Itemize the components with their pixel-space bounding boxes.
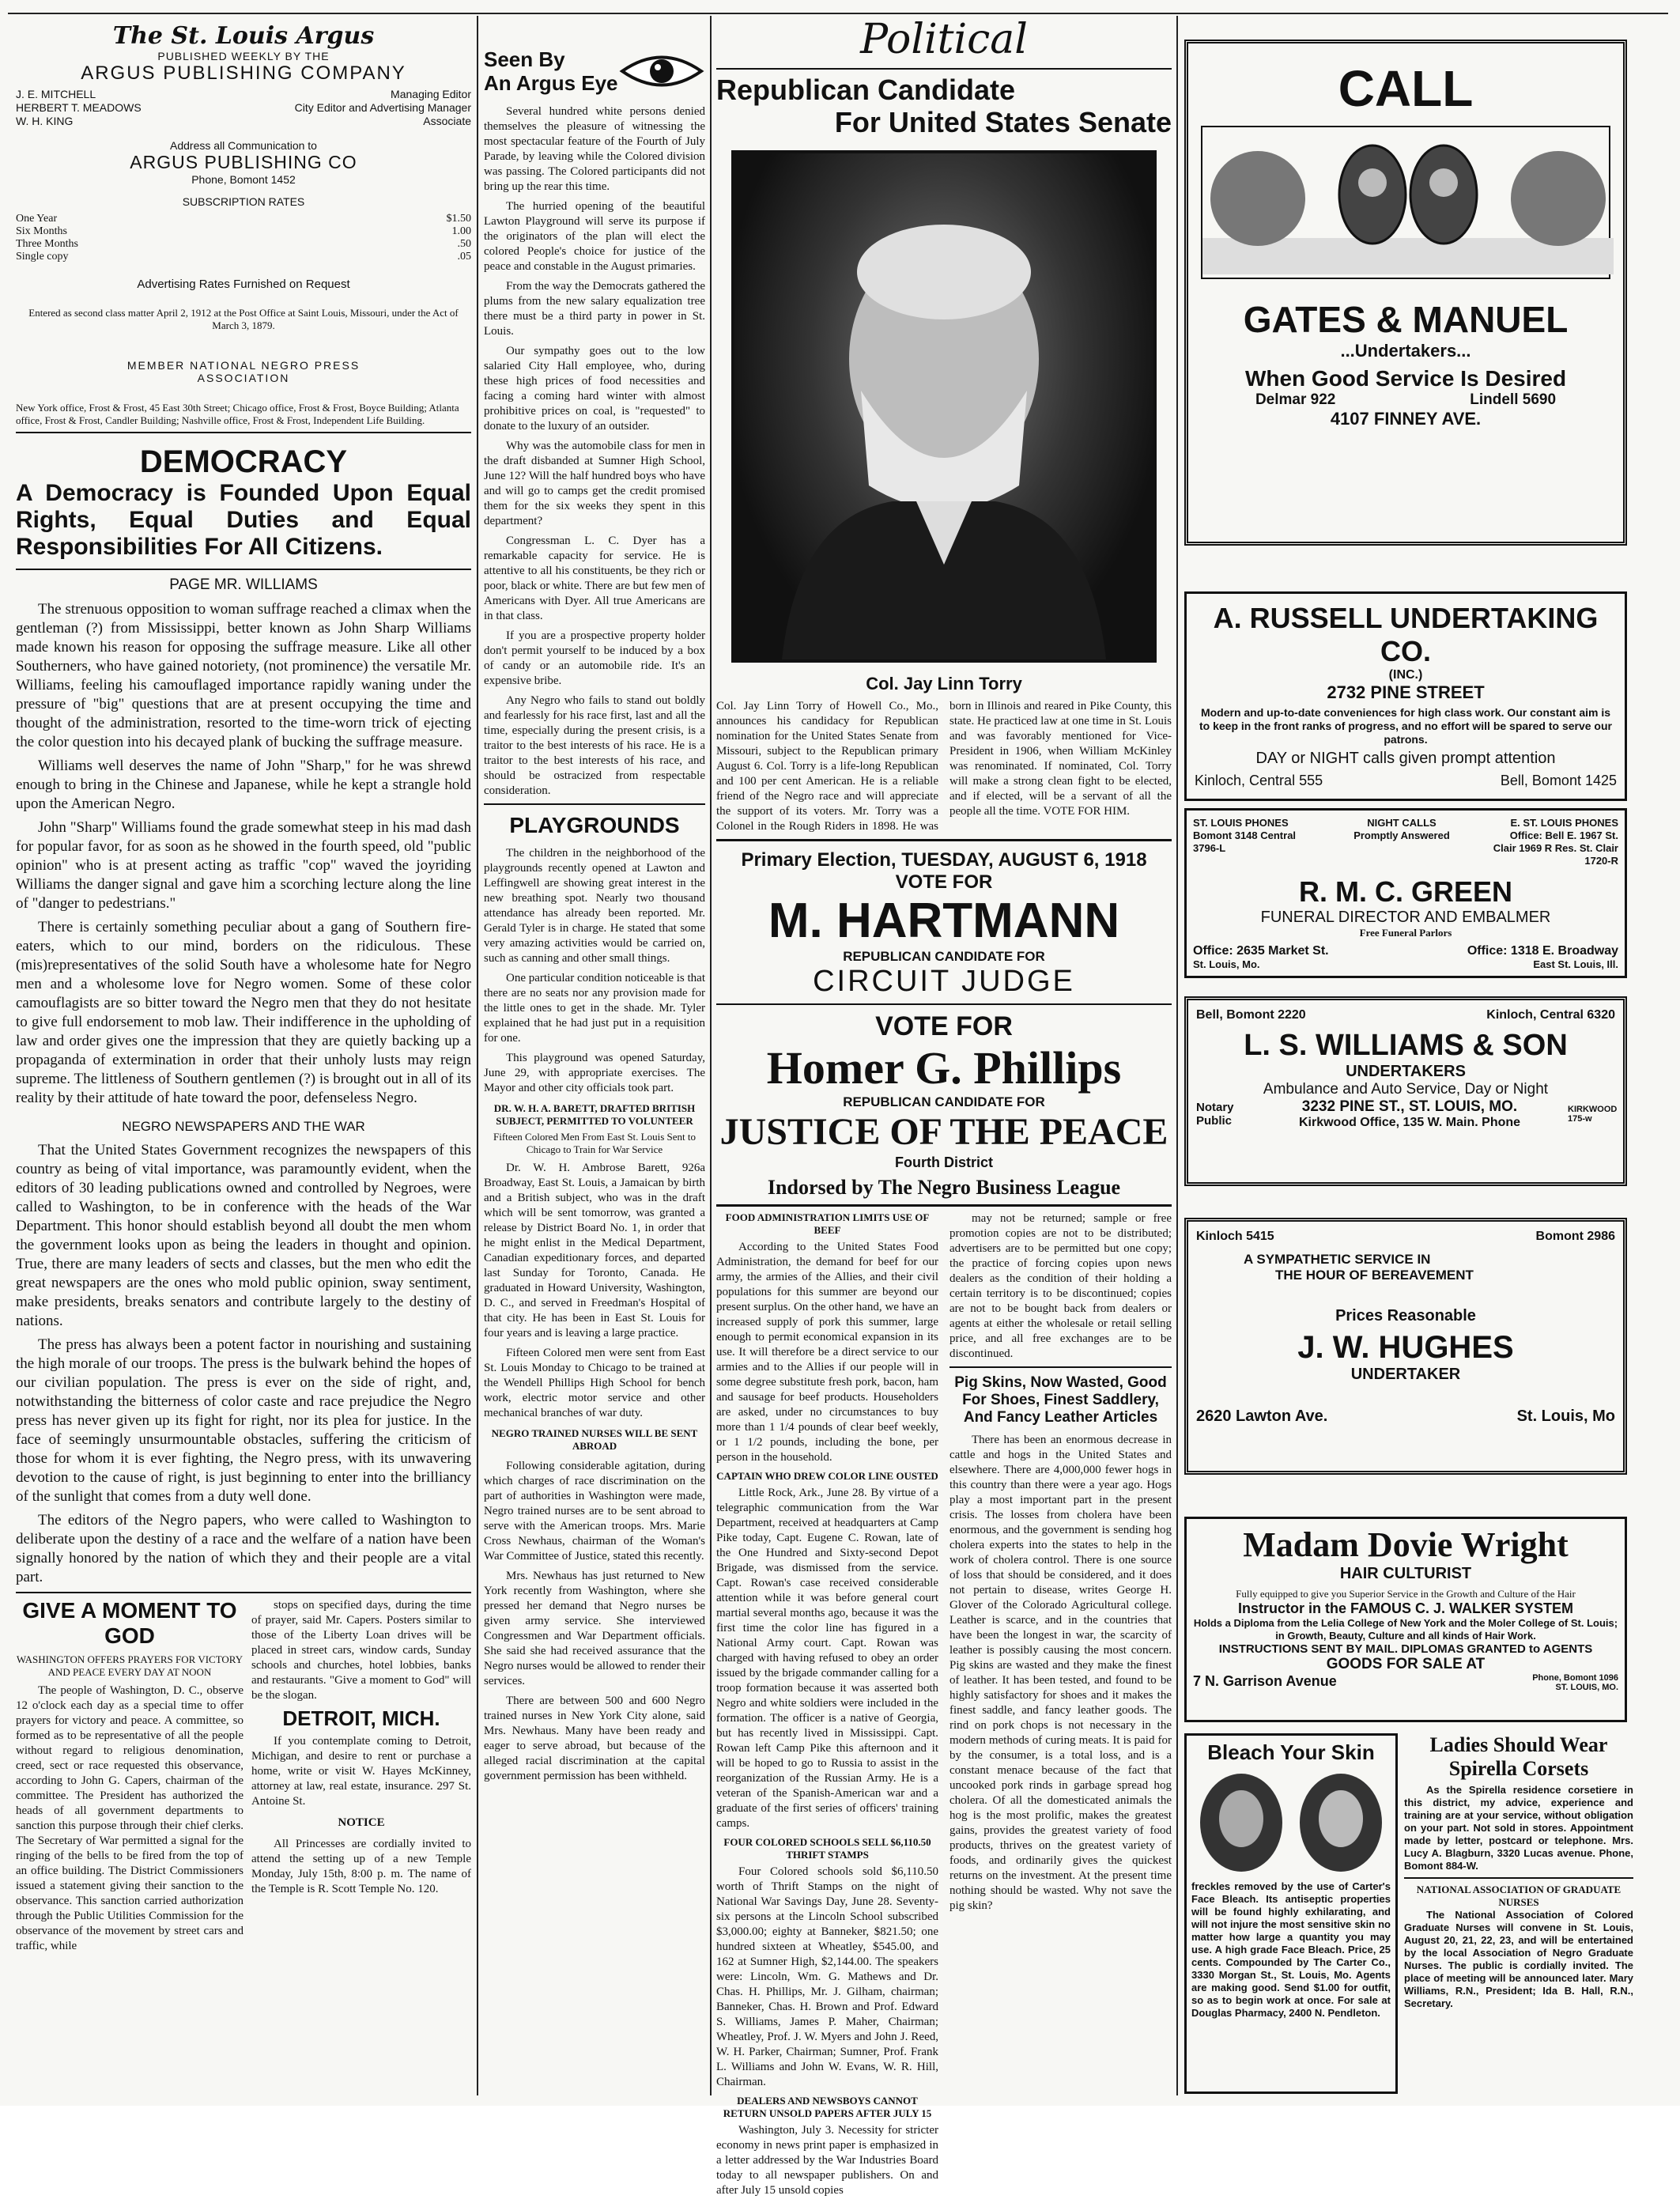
tagline: A SYMPATHETIC SERVICE IN	[1244, 1252, 1431, 1267]
rates-title: SUBSCRIPTION RATES	[182, 195, 305, 208]
divider	[716, 839, 1172, 841]
lower-political-section	[716, 1211, 1172, 2203]
bleach-portraits	[1191, 1771, 1391, 1874]
article-title: NOTICE	[338, 1816, 385, 1829]
column-rule	[1176, 16, 1178, 2095]
divider	[1404, 1877, 1633, 1879]
wright-ad	[1184, 1517, 1627, 1722]
article-title: PAGE MR. WILLIAMS	[169, 576, 318, 593]
ad-title: CALL	[1338, 60, 1474, 117]
ad-slogan: When Good Service Is Desired	[1244, 366, 1567, 391]
phone: Kinloch, Central 555	[1195, 773, 1323, 788]
article-title: FOUR COLORED SCHOOLS SELL $6,110.50 THRIFT STAMPS	[723, 1836, 931, 1861]
night-calls: NIGHT CALLS Promptly Answered	[1353, 817, 1450, 841]
ad-sub: HAIR CULTURIST	[1339, 1565, 1472, 1582]
rate-price: $1.50	[446, 213, 471, 225]
green-offices	[1193, 944, 1618, 971]
paragraph: Williams well deserves the name of John "Sharp," for he was shrewd enough to bring in the Chinese and Japanese, while he kept a strangle hold upon the American Negro.	[16, 758, 471, 812]
ad-text: INSTRUCTIONS SENT BY MAIL. DIPLOMAS GRANTED to AGENTS	[1218, 1642, 1593, 1656]
divider	[716, 1003, 1172, 1005]
paragraph: One particular condition noticeable is that there are no seats nor any provision made for the little ones to get in the shade. Mr. Tyler explained that he had just put in a requisition for one.	[484, 972, 705, 1045]
article-body	[16, 600, 471, 1108]
give-moment-article	[16, 1598, 244, 1959]
divider	[484, 803, 705, 805]
party-line: REPUBLICAN CANDIDATE FOR	[843, 949, 1045, 964]
green-header	[1193, 817, 1618, 867]
article-title: DEALERS AND NEWSBOYS CANNOT RETURN UNSOLD PAPERS AFTER JULY 15	[723, 2095, 932, 2119]
ad-text: As the Spirella residence corsetiere in this district, my advice, experience and training are at your service, without obligation on your part. Not sold in stores. Appointment made by letter, postcard or telephone. Mrs. Lucy A. Blagburn, 3320 Lucas avenue. Phone, Bomont 884-W.	[1404, 1784, 1633, 1872]
staff-role: Managing Editor	[391, 88, 471, 100]
playgrounds-body	[484, 846, 705, 1096]
ad-illustration	[1201, 126, 1610, 279]
phone: Bomont 2986	[1535, 1230, 1615, 1243]
ad-name: A. RUSSELL UNDERTAKING CO.	[1213, 602, 1599, 667]
seen-by-body	[484, 104, 705, 799]
food-admin-column	[716, 1211, 938, 2203]
ad-text: freckles removed by the use of Carter's Face Bleach. Its antiseptic properties will be found highly exhilarating, and will not injure the most sensitive skin no matter how large a quantity you may use. A high grade Face Bleach. Price, 25 cents. Compounded by The Carter Co., 3330 Morgan St., St. Louis, Mo. Agents are making good. Send $1.00 for outfit, so as to begin work at once. For sale at Douglas Pharmacy, 2400 N. Pendleton.	[1191, 1880, 1391, 2019]
staff-row	[16, 101, 471, 115]
phone-label: Phone	[1482, 1116, 1521, 1129]
address-block	[16, 139, 471, 186]
nurses-body	[484, 1459, 705, 1784]
barett-body	[484, 1161, 705, 1421]
city: East St. Louis, Ill.	[1533, 958, 1618, 970]
portrait-figure	[734, 153, 1153, 659]
paragraph: Little Rock, Ark., June 28. By virtue of a telegraphic communication from the War Department, received at headquarters at Camp Pike today, Capt. Eugene C. Rowan, late of the One Hundred and Sixty-second Depot Brigade, was dismissed from the service. Capt. Rowan's case received considerable attention while it was before general court martial several months ago, because it was the first time the color line has figured in a National Army court. Capt. Rowan was charged with having refused to obey an order issued by the brigade commander calling for a troop formation because it was asserted both Negro and white soldiers were included in the formation. The officer is a native of Georgia, but has recently lived in Mississippi. Capt. Rowan left Camp Pike this afternoon and it will be hoped to go to Russia to assist in the reorganization of the Russian Army. He is a veteran of the Spanish-American war and a graduate of the first series of officers' training camps.	[716, 1487, 938, 1830]
phone: KIRKWOOD 175-w	[1568, 1105, 1618, 1124]
gates-manuel-ad	[1184, 40, 1627, 546]
portrait-icon	[1198, 1771, 1285, 1874]
russell-ad	[1184, 591, 1627, 801]
green-ad	[1184, 808, 1627, 978]
member-note: MEMBER NATIONAL NEGRO PRESS ASSOCIATION	[126, 359, 361, 384]
article-title: NEGRO NEWSPAPERS AND THE WAR	[122, 1119, 365, 1134]
paragraph: Congressman L. C. Dyer has a remarkable capacity for service. He is attentive to all his constituents, be they rich or poor, black or white. There are but few men of Americans with Dyer. All true Americans are in that class.	[484, 535, 705, 622]
seen-by-title: An Argus Eye	[484, 71, 618, 95]
democracy-text: A Democracy is Founded Upon Equal Rights, Equal Duties and Equal Responsibilities For All Citizens.	[16, 480, 471, 560]
paragraph: Washington, July 3. Necessity for stricter economy in news print paper is emphasized in a letter addressed by the War Industries Board today to all newspaper publishers. On and after July 15 unsold copies	[716, 2124, 938, 2197]
phone: ST. LOUIS PHONES Bomont 3148 Central 3796-L	[1193, 817, 1297, 854]
address-company: ARGUS PUBLISHING CO	[130, 152, 357, 172]
article-title: NATIONAL ASSOCIATION OF GRADUATE NURSES	[1416, 1884, 1621, 1908]
ad-text: Modern and up-to-date conveniences for high class work. Our constant aim is to keep in the front ranks of progress, and no effort will be spared to serve our patrons.	[1199, 706, 1612, 746]
paragraph: Dr. W. H. Ambrose Barett, 926a Broadway, East St. Louis, a Jamaican by birth and a British subject, who was in the draft which will be sent tomorrow, was granted a release by District Board No. 1, in order that he might enlist in the Medical Department, Canadian expeditionary forces, and departed last Sunday for Toronto, Canada. He graduated in Howard University, Washington, D. C., and served in Freedman's Hospital of that city. He has been in East St. Louis for four years and is leaving a large practice.	[484, 1162, 705, 1340]
rate-row	[16, 251, 471, 263]
paragraph: There is certainly something peculiar about a gang of Southern fire-eaters, which to our mind, borders on the ridiculous. These (mis)representatives of the solid South have a wholesome hate for Negro men and a wholesome love for Negro women. Some of these color camouflagists are so bitter toward the Negro men that they do not hesitate to give full endorsement to mob law. Their indifference in the upholding of law and order gives one the impression that they are quietly backing up a propaganda of extermination in order that their unholy lusts may reign supreme. The littleness of Southern gentlemen (?) is brought out in all of its reality by their attitude of hate toward the poor, defenseless Negro.	[16, 919, 471, 1106]
ad-name: L. S. WILLIAMS & SON	[1244, 1029, 1568, 1062]
ad-phones	[1195, 773, 1617, 789]
ad-address: 3232 PINE ST., ST. LOUIS, MO.	[1301, 1098, 1518, 1115]
paragraph: The children in the neighborhood of the playgrounds recently opened at Lawton and Leffingwell are showing great interest in the new breathing spot. Nearly two thousand attendance has already been reported. Mr. Gerald Tyler is in charge. He stated that some very amazing activities would be carried on, such as canning and other small things.	[484, 847, 705, 965]
party-line: REPUBLICAN CANDIDATE FOR	[843, 1094, 1045, 1109]
paragraph: If you contemplate coming to Detroit, Michigan, and desire to rent or purchase a home, write or visit W. Hayes McKinney, attorney at law, real estate, insurance. 297 St. Antoine St.	[251, 1735, 471, 1808]
column-rule	[710, 16, 712, 2095]
article-subtitle: WASHINGTON OFFERS PRAYERS FOR VICTORY AND PEACE EVERY DAY AT NOON	[16, 1653, 244, 1678]
williams-footer	[1196, 1098, 1618, 1130]
paragraph: Four Colored schools sold $6,110.50 worth of Thrift Stamps on the night of National War Savings Day, June 28. Seventy-six persons at the Lincoln School subscribed $3,000.00; eighty at Banneker, $821.50; one hundred sixteen at Wheatley, $545.00, and 162 at Sumner High, $2,144.00. The speakers were: Lincoln, Wm. G. Mathews and Dr. Chas. H. Phillips, Mr. J. Gilham, chairman; Banneker, Chas. H. Brown and Prof. Edward S. Williams, James P. Maher, Chairman; Wheatley, Prof. J. W. Myers and John J. Reed, W. H. Parker, Chairman; Sumner, Prof. Frank L. Williams and John W. Evans, W. R. Hill, Chairman.	[716, 1865, 938, 2088]
kirkwood-line	[1252, 1116, 1568, 1130]
article-title: DETROIT, MICH.	[282, 1706, 440, 1730]
staff-row	[16, 88, 471, 101]
bottom-left-section	[16, 1598, 471, 1959]
hughes-ad	[1184, 1218, 1627, 1475]
rates-table	[16, 213, 471, 263]
rate-term: Six Months	[16, 225, 67, 237]
ad-sub: UNDERTAKER	[1350, 1366, 1461, 1383]
rate-price: .05	[457, 251, 471, 263]
paragraph: There are between 500 and 600 Negro trained nurses in New York City alone, said Mrs. Newhaus. Many have been ready and eager to serve abroad, but because of the alleged racial discrimination at the capital government permission has been withheld.	[484, 1695, 705, 1782]
paragraph: This playground was opened Saturday, June 29, with appropriate exercises. The Mayor and other city officials took part.	[484, 1052, 705, 1094]
ad-text: Ambulance and Auto Service, Day or Night	[1263, 1081, 1549, 1098]
article-title: NEGRO TRAINED NURSES WILL BE SENT ABROAD	[491, 1427, 698, 1452]
paragraph: According to the United States Food Administration, the demand for beef for our army, the armies of the Allies, and their civil populations for this summer are beyond our present surplus. On the other hand, we have an increased supply of pork this summer, large enough to permit economical expansion in its use. It will therefore be a direct service to our armies and to the Allies if our people will in some degree substitute fresh pork, bacon, ham and sausage for beef products. Householders are asked, under no circumstances to buy more than 1 1/4 pounds of clear beef weekly, or 1 1/2 pounds, including the bone, per person in the household.	[716, 1241, 938, 1464]
paragraph: The editors of the Negro papers, who were called to Washington to deliberate upon the destiny of a race and the welfare of a nation have been signally honored by the nation of which they and their people are a vital part.	[16, 1512, 471, 1585]
political-title: For United States Senate	[834, 106, 1172, 138]
ad-title: Ladies Should Wear Spirella Corsets	[1429, 1733, 1608, 1780]
ad-text: Fully equipped to give you Superior Service in the Growth and Culture of the Hair	[1236, 1588, 1576, 1600]
ad-phones	[1196, 1008, 1615, 1022]
ad-address: 2620 Lawton Ave.	[1196, 1408, 1328, 1425]
notary: Notary Public	[1196, 1101, 1234, 1128]
staff-role: Associate	[423, 115, 471, 127]
ad-name: GATES & MANUEL	[1243, 299, 1569, 340]
paragraph: Following considerable agitation, during which charges of race discrimination on the part of authorities in Washington were made, Negro trained nurses are to be sent abroad to serve with the American troops. Mrs. Marie Cross Newhaus, chairman of the Woman's War Committee of Justice, stated this recently.	[484, 1460, 705, 1563]
article-title: FOOD ADMINISTRATION LIMITS USE OF BEEF	[725, 1211, 930, 1236]
article-title: CAPTAIN WHO DREW COLOR LINE OUSTED	[716, 1470, 938, 1482]
divider	[16, 569, 471, 570]
office-line: JUSTICE OF THE PEACE	[719, 1111, 1168, 1153]
ad-sub: (INC.)	[1388, 668, 1423, 682]
ad-phones	[1188, 391, 1623, 409]
seen-by-header	[484, 47, 705, 95]
ad-text: Free Funeral Parlors	[1359, 927, 1452, 939]
election-ad	[716, 849, 1172, 1200]
eye-icon	[618, 47, 705, 95]
ad-name: Madam Dovie Wright	[1243, 1525, 1569, 1564]
paragraph: The press has always been a potent factor in nourishing and sustaining the high morale of our troops. The press is the bulwark behind the hopes of our civilian population. The press is ever on the side of right, and, notwithstanding the bitterness of color caste and race prejudice the Negro press has never given up its fight for right, nor its plea for justice. In the face of seemingly unsurmountable obstacles, suffering the criticism of those for whom it is ever fighting, the Negro press, with its unwavering devotion to the cause of right, is just beginning to enter into the brilliancy of the sunlight that comes from a duty well done.	[16, 1336, 471, 1505]
paragraph: Several hundred white persons denied themselves the pleasure of witnessing the most spectacular feature of the Fourth of July Parade, by leaving while the Colored division was passing. The Colored participants did not bring up the rear this time.	[484, 105, 705, 193]
phone: Kinloch, Central 6320	[1486, 1008, 1615, 1022]
rate-term: Single copy	[16, 251, 69, 263]
seen-by-title: Seen By	[484, 47, 565, 71]
paragraph: Any Negro who fails to stand out boldly and fearlessly for his race first, last and all the time, especially during the present crisis, is a traitor to the best interests of his race. He is a traitor to the best interests of his race, and should be ostracized from respectable consideration.	[484, 694, 705, 797]
ad-title: Bleach Your Skin	[1207, 1740, 1375, 1764]
paragraph: The strenuous opposition to woman suffrage reached a climax when the gentleman (?) from Mississippi, better known as John Sharp Williams made known his reason for opposing the suffrage measure. Like all other Southerners, who have gained notoriety, (not prominence) the versatile Mr. Williams, feeling his camouflaged importance rapidly waning under the pressure of "big" questions that are at present occupying the time and thought of the administration, resorted to the time-worn trick of ejecting the color question into his decayed plank of bucking the suffrage measure.	[16, 601, 471, 750]
hughes-tagline	[1244, 1252, 1615, 1283]
city: St. Louis, Mo.	[1193, 958, 1260, 970]
ad-name: J. W. HUGHES	[1297, 1330, 1514, 1365]
ad-sub: FUNERAL DIRECTOR AND EMBALMER	[1260, 909, 1551, 926]
advertising-note: Advertising Rates Furnished on Request	[137, 278, 350, 291]
candidate-name: Homer G. Phillips	[766, 1042, 1122, 1094]
section-header: Political	[860, 16, 1028, 63]
paragraph: There has been an enormous decrease in cattle and hogs in the United States and elsewhere. There are 4,000,000 fewer hogs in this country than there were a year ago. Hogs play a most important part in the present crisis. The losses from cholera have been enormous, and the government is sending hog cholera experts into the states to help in the work of cholera control. There is one source of loss that should be considered, and it does not pertain to disease, writes George H. Glover of the Colorado Agricultural college. Leather is scarce, and in the countries that have been the longest in war, the scarcity of leather is possibly causing the most concern. Pig skins are wasted and they make the finest of leather. It has been tested, and found to be highly satisfactory for shoes and it makes the finest saddle, and fancy leather goods. The rind on pork chops is not necessary in the modern methods of curing meats. It is paid for by the consumer, is a total loss, and is a constant menace because of the fact that uncooked pork rinds in garbage spread hog cholera. Of all the domesticated animals the hog is the most prolific, makes the greatest gains, provides the greatest variety of food products, thrives on the greatest variety of foods, and ordinarily gives the quickest returns on the investment. At the present time nothing should be wasted. Why not save the pig skin?	[949, 1434, 1172, 1912]
divider	[16, 1592, 471, 1593]
tagline: THE HOUR OF BEREAVEMENT	[1275, 1268, 1474, 1283]
article-title: Pig Skins, Now Wasted, Good For Shoes, Finest Saddlery, And Fancy Leather Articles	[954, 1374, 1167, 1426]
address-line: Address all Communication to	[170, 139, 317, 152]
phone: Kinloch 5415	[1196, 1230, 1274, 1243]
staff-name: J. E. MITCHELL	[16, 88, 96, 100]
divider	[716, 68, 1172, 70]
paper-name: The St. Louis Argus	[112, 22, 375, 50]
rate-row	[16, 213, 471, 225]
democracy-heading: DEMOCRACY	[139, 444, 348, 479]
divider	[949, 1366, 1172, 1368]
ad-address: 7 N. Garrison Avenue	[1193, 1673, 1337, 1689]
district: Fourth District	[895, 1154, 993, 1170]
political-title: Republican Candidate	[716, 74, 1016, 106]
rate-row	[16, 238, 471, 251]
williams-ad	[1184, 996, 1627, 1186]
candidate-name: M. HARTMANN	[768, 894, 1120, 948]
indorsed-line: Indorsed by The Negro Business League	[767, 1176, 1121, 1199]
published-line: PUBLISHED WEEKLY BY THE	[157, 50, 330, 62]
phone: E. ST. LOUIS PHONES Office: Bell E. 1967 St. Clair 1969 R Res. St. Clair 1720-R	[1493, 817, 1618, 867]
pig-skins-column	[949, 1211, 1172, 2203]
ad-text: DAY or NIGHT calls given prompt attention	[1255, 750, 1556, 767]
portrait-icon	[1297, 1771, 1384, 1874]
ad-address: 2732 PINE STREET	[1327, 682, 1485, 702]
paragraph: Mrs. Newhaus has just returned to New York recently from Washington, where she pressed her demand that Negro nurses be given army service. She interviewed Congressmen and War Department officials. She said she had received assurance that the Negro nurses would be allowed to render their services.	[484, 1570, 705, 1687]
ad-text: Instructor in the FAMOUS C. J. WALKER SYSTEM	[1237, 1600, 1574, 1616]
paragraph: The hurried opening of the beautiful Lawton Playground will serve its purpose if the originators of the plan will elect the colored People's choice for justice of the peace and constable in the August primaries.	[484, 200, 705, 273]
hughes-footer	[1196, 1408, 1615, 1426]
phone: Delmar 922	[1255, 391, 1336, 408]
rate-price: .50	[457, 238, 471, 250]
paragraph: That the United States Government recognizes the newspapers of this country as being of vital importance, was paramountly evident, when the editors of 30 leading publications owned and controlled by Negroes, were called to Washington, to be in conference with the heads of the War Department. This honor should establish beyond all doubt the men whom the government looks upon as being the leaders in thought and opinion. True, there are many leaders of sects and classes, but the men who edit the great newspapers are the ones who mold public opinion, sway sentiment, make presidents, breaks senators and contribute largely to the destiny of nations.	[16, 1142, 471, 1329]
column-political	[716, 16, 1172, 2197]
column-rule	[477, 16, 478, 2095]
article-body	[16, 1141, 471, 1587]
rate-term: One Year	[16, 213, 58, 225]
paragraph: may not be returned; sample or free promotion copies are not to be distributed; advertisers are to be permitted but one copy; the practice of forcing copies upon news dealers as the condition of their holding a certain territory is to be discontinued; copies are not to be bought back from dealers or agents at either the wholesale or retail selling price, and all free exchanges are to be discontinued.	[949, 1212, 1172, 1360]
wright-footer	[1193, 1673, 1618, 1692]
rate-row	[16, 225, 471, 238]
staff-role: City Editor and Advertising Manager	[294, 101, 471, 114]
paragraph: From the way the Democrats gathered the plums from the new salary equalization tree there must be a third party in power in St. Louis.	[484, 280, 705, 338]
office: Office: 1318 E. Broadway	[1467, 944, 1618, 958]
article-subtitle: Fifteen Colored Men From East St. Louis Sent to Chicago to Train for War Service	[493, 1131, 696, 1155]
ad-phones	[1196, 1230, 1615, 1244]
ad-name: R. M. C. GREEN	[1298, 875, 1513, 908]
phone: Phone, Bomont 1096 ST. LOUIS, MO.	[1532, 1673, 1618, 1692]
phone: Bell, Bomont 1425	[1500, 773, 1617, 788]
column-editorial	[16, 16, 471, 2095]
phone: Lindell 5690	[1470, 391, 1557, 408]
ad-sub: UNDERTAKERS	[1346, 1063, 1466, 1080]
paragraph: All Princesses are cordially invited to attend the setting up of a new Temple Monday, July 15th, 8:00 p. m. The name of the Temple is R. Scott Temple No. 120.	[251, 1838, 471, 1895]
paragraph: Our sympathy goes out to the low salaried City Hall employee, who, during these high prices of food necessities and facing a coming hard winter with almost prohibitive prices on coal, is "requested" to donate to the luxury of an outsider.	[484, 345, 705, 433]
city: St. Louis, Mo	[1516, 1408, 1615, 1425]
divider	[716, 1204, 1172, 1207]
paragraph: stops on specified days, during the time of prayer, said Mr. Capers. Posters similar to those of the Liberty Loan drives will be placed in street cars, window cards, Sunday schools and churches, hotel lobbies, banks and restaurants. "Give a moment to God" will be the slogan.	[251, 1599, 471, 1702]
candidate-bio: Col. Jay Linn Torry of Howell Co., Mo., announces his candidacy for Republican nomination for the United States Senate from Missouri, subject to the Republican primary August 6. Col. Torry is a life-long Republican and 100 per cent American. He is a reliable friend of the Negro race and will appreciate the support of its voters. Mr. Torry was a Colonel in the Rough Riders in 1898. He was born in Illinois and reared in Pike County, this state. He practiced law at one time in St. Louis and was favorably mentioned for Vice-President in 1906, when William McKinley was renominated. If nominated, Col. Torry will make a strong clean fight to be elected, and if elected, will be a servant of all the people all the time. VOTE FOR HIM.	[716, 700, 1172, 833]
election-date: Primary Election, TUESDAY, AUGUST 6, 1918	[741, 849, 1147, 871]
rate-term: Three Months	[16, 238, 78, 250]
phone: Bell, Bomont 2220	[1196, 1008, 1306, 1022]
candidate-portrait	[731, 150, 1157, 663]
paragraph: Fifteen Colored men were sent from East St. Louis Monday to Chicago to be trained at the Wendell Phillips High School for bench work, electric motor service and other mechanical branches of war duty.	[484, 1347, 705, 1419]
column-seen-by	[484, 16, 705, 2095]
paragraph: If you are a prospective property holder don't permit yourself to be induced by a box of candy or an automobile ride. It's an expensive bribe.	[484, 629, 705, 687]
bleach-ad	[1184, 1733, 1398, 2094]
staff-name: HERBERT T. MEADOWS	[16, 101, 142, 114]
office-line: CIRCUIT JUDGE	[813, 965, 1075, 998]
paragraph: The people of Washington, D. C., observe 12 o'clock each day as a special time to offer prayers for victory and peace. A committee, so formed as to be representative of all the people without regard to religious denomination, creed, sect or race requested this observance, according to John G. Capers, chairman of the committee. The President has authorized the heads of all government departments to sanction this purpose through their chief clerks. The Secretary of War permitted a signal for the ringing of the bells to be fired from the top of an office building. The District Commissioners issued a statement giving their sanction to the observance. This sanction carried authorization through the Public Utilities Commission for the observance of the movement by street cars and traffic, while	[16, 1684, 244, 1952]
ad-text: Prices Reasonable	[1335, 1307, 1476, 1324]
office: Office: 2635 Market St.	[1193, 944, 1329, 958]
entered-note: Entered as second class matter April 2, 1912 at the Post Office at Saint Louis, Missouri, under the Act of March 3, 1879.	[28, 307, 459, 331]
top-rule	[8, 13, 1668, 14]
rate-price: 1.00	[451, 225, 471, 237]
article-title: DR. W. H. A. BARETT, DRAFTED BRITISH SUBJECT, PERMITTED TO VOLUNTEER	[493, 1102, 696, 1127]
paragraph: Why was the automobile class for men in the draft disbanded at Sumner High School, June 12? Will the half hundred boys who have and will go to camps get the credit promised them for the six weeks they spent in this department?	[484, 440, 705, 527]
vote-for: VOTE FOR	[875, 1011, 1013, 1041]
portrait-caption: Col. Jay Linn Torry	[866, 674, 1022, 693]
ad-sub: ...Undertakers...	[1340, 341, 1471, 361]
vote-for: VOTE FOR	[895, 871, 993, 893]
company-name: ARGUS PUBLISHING COMPANY	[81, 62, 406, 84]
masthead	[16, 22, 471, 85]
staff-name: W. H. KING	[16, 115, 74, 127]
spirella-ad	[1404, 1733, 1633, 2094]
paragraph: The National Association of Colored Graduate Nurses will convene in St. Louis, August 20, 21, 22, 23, and will be entertained by the local Association of Negro Graduate Nurses. The public is cordially invited. The place of meeting will be announced later. Mary Williams, R.N., President; Ida B. Hall, R.N., Secretary.	[1404, 1909, 1633, 2009]
divider	[16, 432, 471, 433]
kirkwood-office: Kirkwood Office, 135 W. Main.	[1298, 1116, 1478, 1129]
ad-text: Holds a Diploma from the Lelia College of New York and the Moler College of St. Louis; in Growth, Beauty, Culture and all kinds of Hair Work.	[1193, 1617, 1618, 1642]
paragraph: John "Sharp" Williams found the grade somewhat steep in his mad dash for popular favor, for as soon as he showed in the fourth speed, old "public opinion" who is at present acting as traffic "cop" waved the joyriding Williams the danger signal and gave him a scorching lecture along the line of "danger to pedestrians."	[16, 819, 471, 912]
wreath-illustration	[1202, 127, 1614, 274]
staff-list	[16, 88, 471, 128]
staff-row	[16, 115, 471, 128]
article-title: GIVE A MOMENT TO GOD	[22, 1598, 237, 1648]
article-title: PLAYGROUNDS	[509, 813, 680, 837]
phone: Phone, Bomont 1452	[191, 173, 296, 186]
stops-article	[251, 1598, 471, 1959]
offices-note: New York office, Frost & Frost, 45 East 30th Street; Chicago office, Frost & Frost, Boyce Building; Atlanta office, Frost & Frost, Candler Building; Nashville office, Frost & Frost, Independent Life Building.	[16, 402, 459, 426]
ad-address: 4107 FINNEY AVE.	[1330, 409, 1482, 429]
ad-text: GOODS FOR SALE AT	[1326, 1656, 1486, 1672]
